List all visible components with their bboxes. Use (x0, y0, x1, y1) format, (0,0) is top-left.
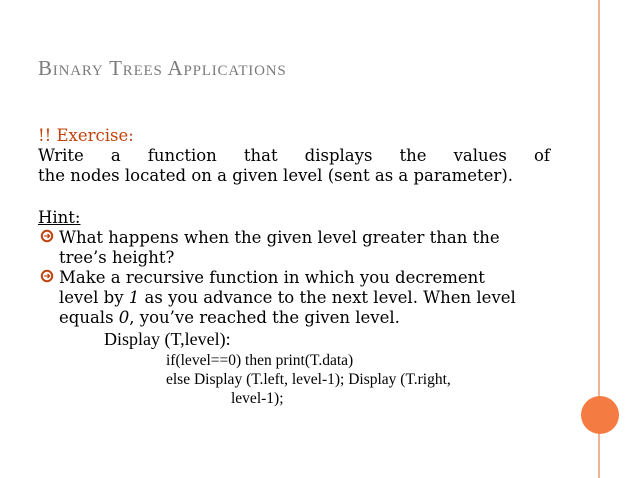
bullet-1-line-2: tree’s height? (59, 248, 175, 267)
pseudocode-line-1: Display (T,level): (104, 329, 231, 349)
hint-label: Hint: (38, 208, 81, 227)
bullet-2-line-2-text-b: as you advance to the next level. When level (139, 288, 516, 307)
exercise-line-1: Write a function that displays the values of (38, 146, 550, 165)
slide-body (38, 126, 550, 408)
bullet-2-line-2 (59, 288, 550, 308)
pseudocode-block (38, 328, 550, 408)
pseudocode-line-4: level-1); (231, 390, 284, 407)
bullet-2-line-2-text-a: level by (59, 288, 129, 307)
bullet-2-line-3-text-a: equals (59, 308, 119, 327)
hint-bullet-1 (38, 228, 550, 268)
slide-title: Binary Trees Applications (38, 56, 287, 80)
bullet-icon (40, 269, 54, 283)
exercise-label: !! Exercise: (38, 126, 134, 145)
pseudocode-line-2: if(level==0) then print(T.data) (166, 352, 354, 369)
bullet-2-line-2-emphasis: 1 (128, 288, 140, 307)
bullet-2-line-3 (59, 308, 550, 328)
bullet-2-line-3-text-b: , you’ve reached the given level. (129, 308, 400, 327)
pseudocode-line-3: else Display (T.left, level-1); Display (T.right, (166, 371, 451, 388)
orange-circle-decoration (581, 396, 619, 434)
hint-bullet-2 (38, 268, 550, 328)
bullet-icon (40, 229, 54, 243)
exercise-line-2: the nodes located on a given level (sent as a parameter). (38, 166, 513, 185)
bullet-1-line-1: What happens when the given level greater than the (59, 228, 500, 247)
bullet-2-line-3-emphasis: 0 (118, 308, 130, 327)
bullet-2-line-1: Make a recursive function in which you decrement (59, 268, 485, 287)
